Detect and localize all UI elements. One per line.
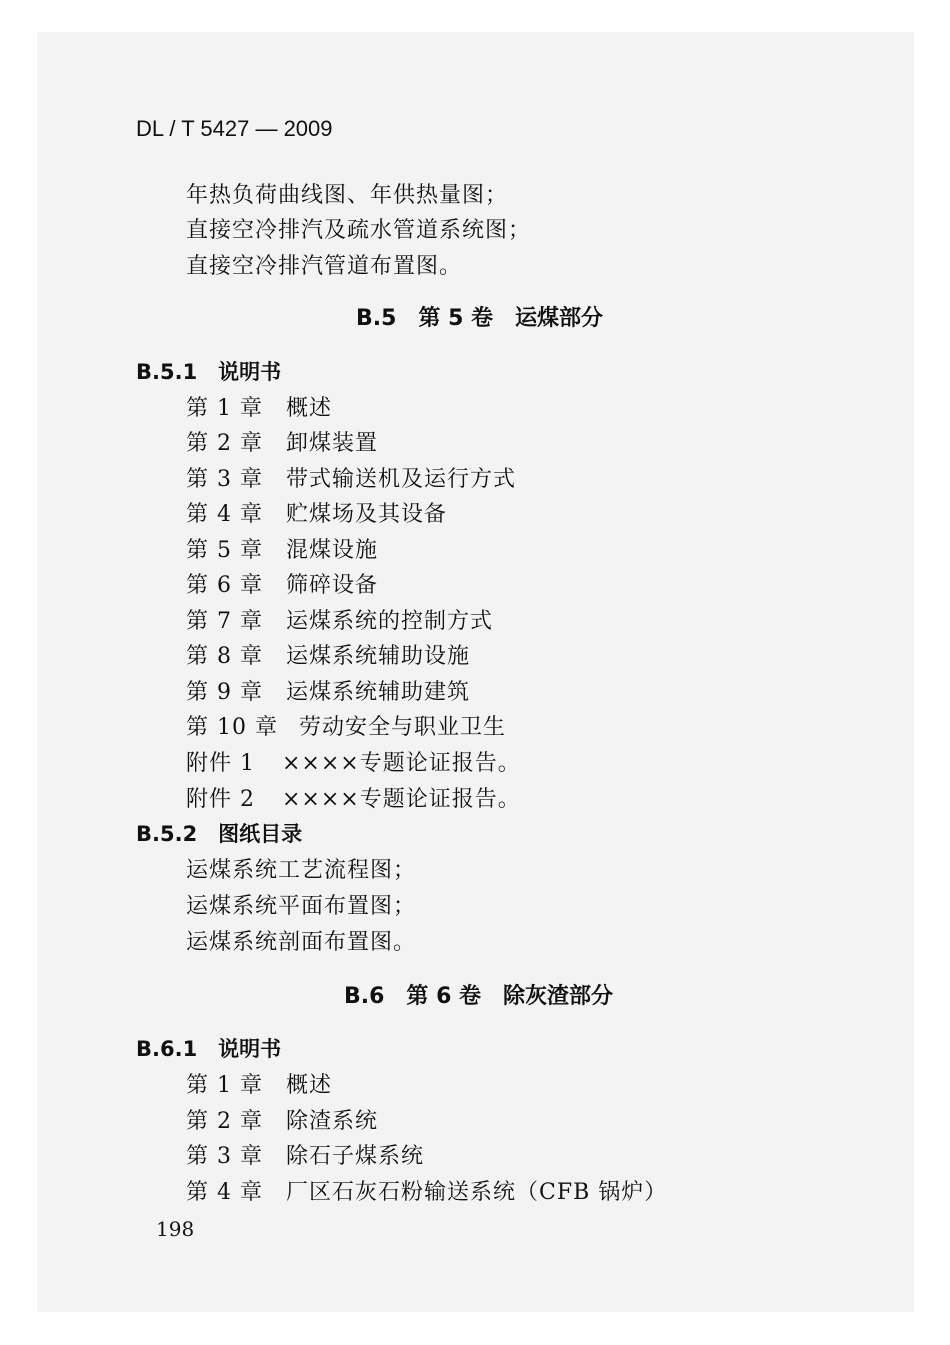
list-item: 第 4 章 厂区石灰石粉输送系统（CFB 锅炉） xyxy=(186,1180,668,1205)
section-title-b5: B.5 第 5 卷 运煤部分 xyxy=(356,306,604,331)
drawing-list-line-2: 运煤系统平面布置图； xyxy=(186,894,417,919)
list-item: 第 6 章 筛碎设备 xyxy=(186,573,379,598)
list-item: 第 4 章 贮煤场及其设备 xyxy=(186,502,448,527)
intro-line-1: 年热负荷曲线图、年供热量图； xyxy=(186,183,509,208)
drawing-list-line-3: 运煤系统剖面布置图。 xyxy=(186,930,417,955)
list-item: 第 2 章 卸煤装置 xyxy=(186,431,379,456)
list-item: 第 7 章 运煤系统的控制方式 xyxy=(186,609,494,634)
list-item: 附件 1 ××××专题论证报告。 xyxy=(186,751,521,776)
document-code-header: DL / T 5427 — 2009 xyxy=(136,116,333,141)
list-item: 第 8 章 运煤系统辅助设施 xyxy=(186,644,471,669)
page-number: 198 xyxy=(156,1217,195,1241)
drawing-list-line-1: 运煤系统工艺流程图； xyxy=(186,858,417,883)
list-item: 第 5 章 混煤设施 xyxy=(186,538,379,563)
section-title-b6: B.6 第 6 卷 除灰渣部分 xyxy=(344,984,614,1009)
subsection-title-b51: B.5.1 说明书 xyxy=(136,360,282,384)
intro-line-3: 直接空冷排汽管道布置图。 xyxy=(186,254,463,279)
intro-line-2: 直接空冷排汽及疏水管道系统图； xyxy=(186,218,532,243)
list-item: 第 3 章 带式输送机及运行方式 xyxy=(186,467,517,492)
list-item: 第 1 章 概述 xyxy=(186,1073,333,1098)
list-item: 第 10 章 劳动安全与职业卫生 xyxy=(186,715,507,740)
list-item: 第 1 章 概述 xyxy=(186,396,333,421)
list-item: 第 3 章 除石子煤系统 xyxy=(186,1144,425,1169)
list-item: 第 9 章 运煤系统辅助建筑 xyxy=(186,680,471,705)
list-item: 附件 2 ××××专题论证报告。 xyxy=(186,787,521,812)
subsection-title-b52: B.5.2 图纸目录 xyxy=(136,822,303,846)
subsection-title-b61: B.6.1 说明书 xyxy=(136,1037,282,1061)
list-item: 第 2 章 除渣系统 xyxy=(186,1109,379,1134)
